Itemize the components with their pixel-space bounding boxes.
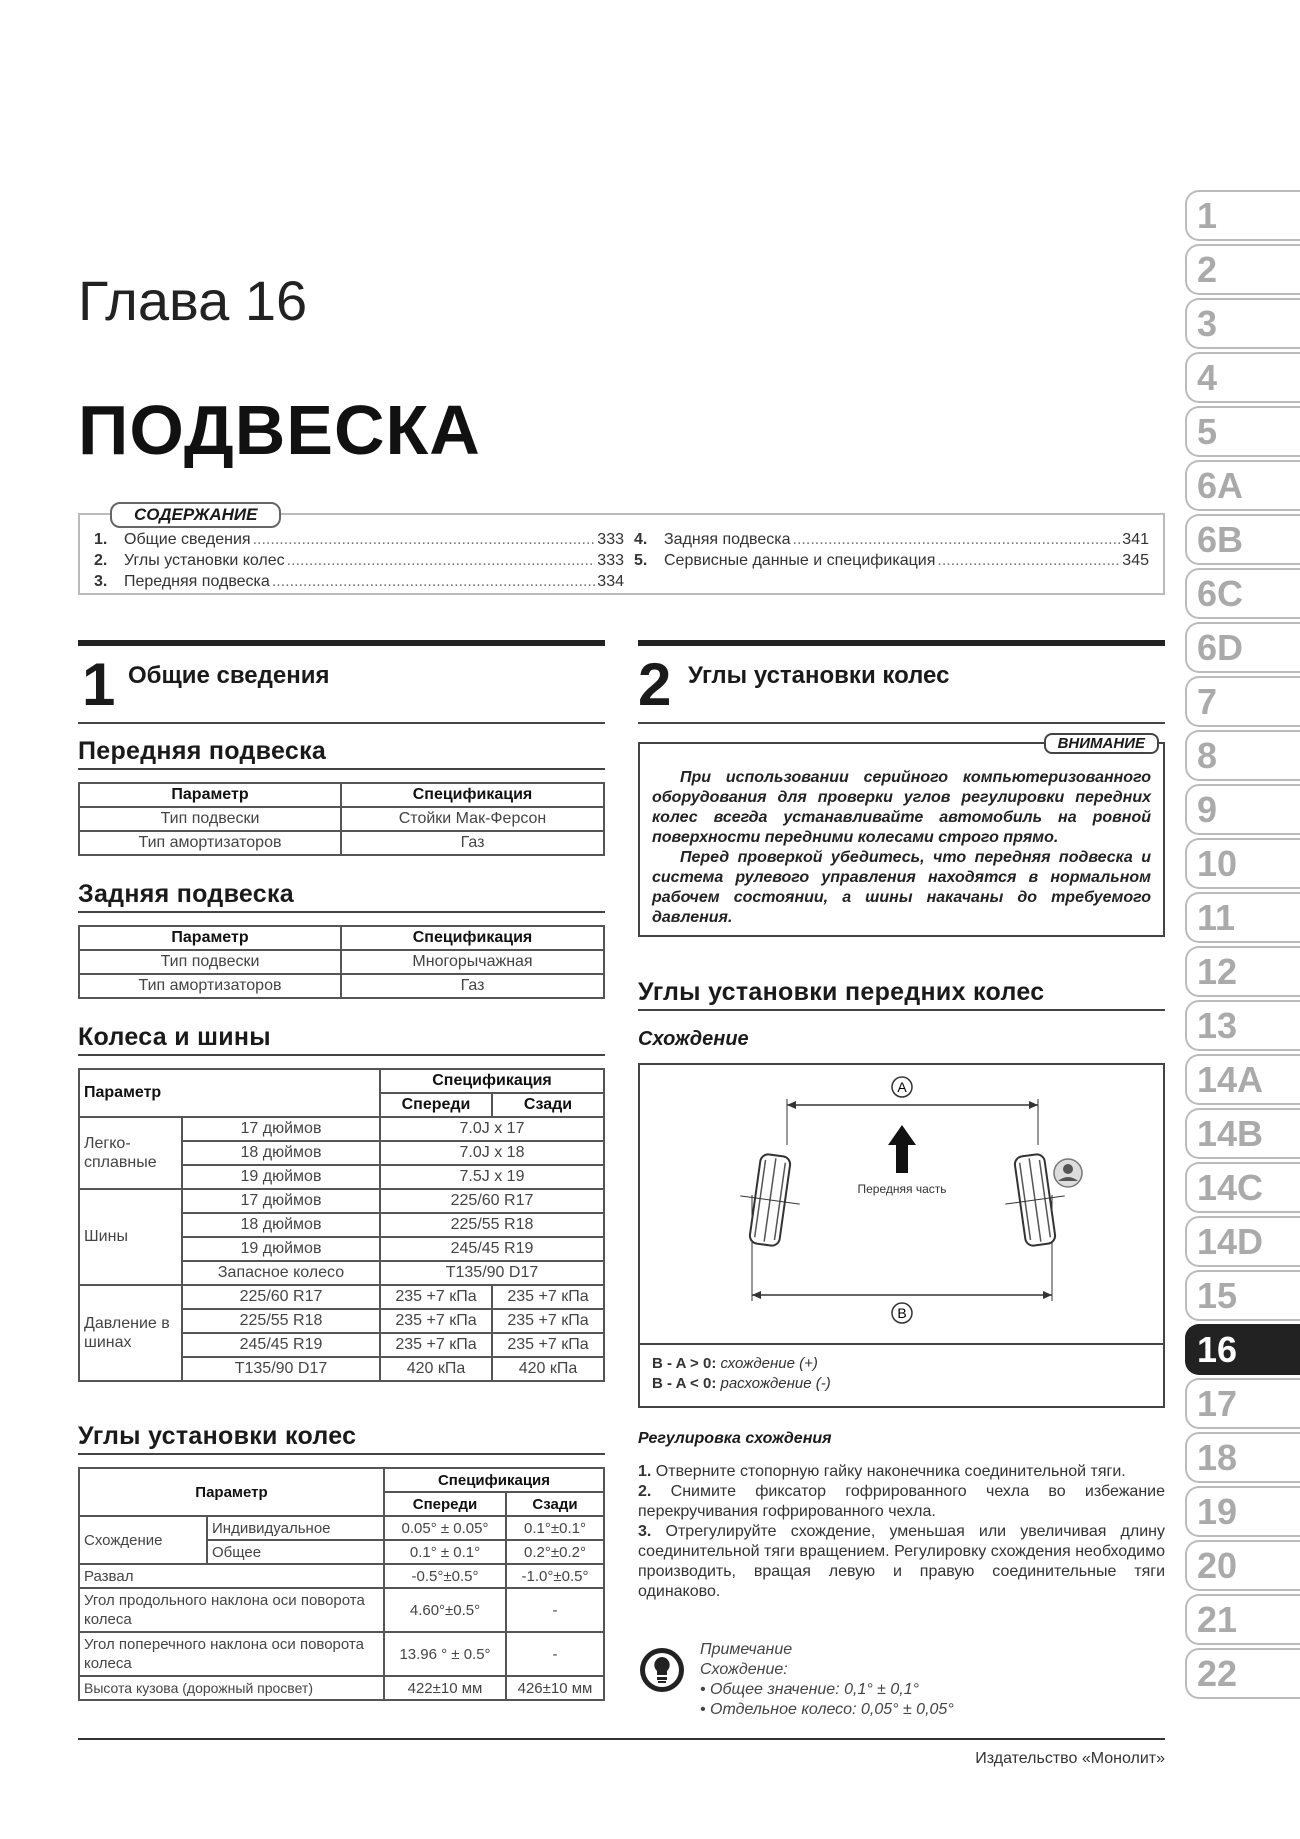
table-cell: 19 дюймов [182,1237,380,1261]
diagram-caption-1 [652,1355,818,1372]
toc-page: 341 [1122,531,1149,548]
table-cell: 4.60°±0.5° [384,1588,506,1632]
wheels-heading: Колеса и шины [78,1023,271,1051]
toc-item[interactable] [634,529,1149,550]
chapter-tab[interactable]: 20 [1185,1540,1300,1591]
step-num: 3. [638,1523,652,1540]
table-header-cell: Спецификация [341,926,604,950]
table-cell: 0.2°±0.2° [506,1540,604,1564]
toc-text: Общие сведения [124,531,251,548]
table-cell: 225/55 R18 [182,1309,380,1333]
table-row [79,1516,604,1540]
table-row [79,1117,604,1141]
chapter-label: Глава 16 [78,269,308,332]
table-cell: 7.0J x 17 [380,1117,604,1141]
table-cell: 7.0J x 18 [380,1141,604,1165]
table-cell: 19 дюймов [182,1165,380,1189]
footer-publisher: Издательство «Монолит» [975,1750,1165,1767]
table-row [79,831,604,855]
left-wheel [734,1151,806,1248]
section-2-header [638,640,1165,724]
toc-dots [793,529,1121,550]
table-cell: 245/45 R19 [380,1237,604,1261]
toc-text: Задняя подвеска [664,531,791,548]
note-item: • Общее значение: 0,1° ± 0,1° [700,1681,920,1698]
table-cell: 235 +7 кПа [380,1285,492,1309]
table-cell: 420 кПа [492,1357,604,1381]
table-cell: 7.5J x 19 [380,1165,604,1189]
table-cell: Развал [79,1564,384,1588]
table-cell: T135/90 D17 [380,1261,604,1285]
chapter-tab[interactable]: 22 [1185,1648,1300,1699]
chapter-tab[interactable]: 14C [1185,1162,1300,1213]
front-suspension-heading: Передняя подвеска [78,737,327,765]
table-cell: Газ [341,974,604,998]
table-row [79,950,604,974]
section-number: 2 [638,651,672,718]
table-cell: - [506,1632,604,1676]
chapter-tab[interactable]: 6D [1185,622,1300,673]
table-cell: Запасное колесо [182,1261,380,1285]
footer-rule [78,1738,1165,1740]
warning-heading: ВНИМАНИЕ [1044,733,1159,754]
adjust-step [638,1482,1165,1522]
table-cell: -0.5°±0.5° [384,1564,506,1588]
rear-suspension-table [78,925,605,999]
toc-item[interactable] [94,571,624,592]
front-angles-heading: Углы установки передних колес [638,978,1045,1006]
chapter-tab[interactable]: 18 [1185,1432,1300,1483]
table-header-row [79,783,604,807]
adjust-steps [638,1462,1165,1602]
caption-bold: B - A > 0: [652,1355,717,1372]
table-cell: 17 дюймов [182,1117,380,1141]
table-cell: Общее [207,1540,384,1564]
table-header-row [79,1468,604,1492]
chapter-tab[interactable]: 1 [1185,190,1300,241]
table-cell: Давление в шинах [79,1285,182,1381]
table-cell: 235 +7 кПа [492,1333,604,1357]
table-row [79,1632,604,1676]
toc-dots [253,529,596,550]
toc-left-column [94,529,624,592]
toc-num: 1. [94,531,108,548]
toc-page: 345 [1122,552,1149,569]
arrow-up-icon [888,1125,916,1173]
table-cell: Высота кузова (дорожный просвет) [79,1676,384,1700]
rear-suspension-heading: Задняя подвеска [78,880,294,908]
table-header-cell: Спецификация [380,1069,604,1093]
table-cell: 235 +7 кПа [380,1333,492,1357]
adjust-step [638,1522,1165,1602]
chapter-tab[interactable]: 7 [1185,676,1300,727]
chapter-tab[interactable]: 17 [1185,1378,1300,1429]
note-title: Примечание [700,1641,793,1658]
chapter-tab[interactable]: 14B [1185,1108,1300,1159]
table-header-cell: Параметр [79,783,341,807]
table-of-contents [78,505,1165,595]
table-header-row [79,1069,604,1093]
table-header-cell: Спереди [380,1093,492,1117]
adjust-heading: Регулировка схождения [638,1430,832,1447]
chapter-tab-active[interactable]: 16 [1185,1324,1300,1375]
toe-diagram-svg [640,1065,1163,1335]
table-cell: 17 дюймов [182,1189,380,1213]
label-b: B [897,1305,907,1321]
table-header-cell: Параметр [79,1468,384,1516]
note-item: • Отдельное колесо: 0,05° ± 0,05° [700,1701,954,1718]
table-cell: Шины [79,1189,182,1285]
label-a: A [897,1079,907,1095]
toc-num: 2. [94,552,108,569]
chapter-tab[interactable]: 4 [1185,352,1300,403]
toc-num: 4. [634,531,648,548]
table-header-cell: Сзади [506,1492,604,1516]
table-cell: 13.96 ° ± 0.5° [384,1632,506,1676]
warning-paragraph: Перед проверкой убедитесь, что передняя подвеска и система рулевого управления находятся в нормальном рабочем состоянии, а шины накачаны до требуемого давления. [652,849,1151,926]
warning-paragraph: При использовании серийного компьютеризованного оборудования для проверки углов регулировки передних колес всегда устанавливайте автомобиль на ровной поверхности передними колесами строго прямо. [652,769,1151,846]
table-cell: 225/60 R17 [380,1189,604,1213]
table-cell: 0.05° ± 0.05° [384,1516,506,1540]
table-cell: 18 дюймов [182,1213,380,1237]
note-block [638,1640,1165,1720]
table-row [79,1588,604,1632]
table-cell: Угол продольного наклона оси поворота колеса [79,1588,384,1632]
toc-item[interactable] [94,529,624,550]
diagram-caption-2 [652,1375,831,1392]
toc-dots [272,571,595,592]
page-title: ПОДВЕСКА [78,391,481,469]
table-cell: 225/55 R18 [380,1213,604,1237]
table-row [79,807,604,831]
section-1-header [78,640,605,724]
table-cell: Тип подвески [79,950,341,974]
chapter-tab[interactable]: 3 [1185,298,1300,349]
toc-num: 5. [634,552,648,569]
table-cell: Стойки Мак-Ферсон [341,807,604,831]
table-cell: Газ [341,831,604,855]
table-header-row [79,926,604,950]
table-cell: 0.1° ± 0.1° [384,1540,506,1564]
alignment-heading: Углы установки колес [78,1422,357,1450]
table-header-cell: Параметр [79,1069,380,1117]
table-header-cell: Спереди [384,1492,506,1516]
toc-item[interactable] [94,550,624,571]
chapter-tab[interactable]: 9 [1185,784,1300,835]
table-cell: Тип амортизаторов [79,831,341,855]
chapter-tab[interactable]: 6A [1185,460,1300,511]
table-cell: 0.1°±0.1° [506,1516,604,1540]
mechanic-icon [1054,1159,1082,1187]
adjust-step [638,1462,1165,1482]
table-cell: 235 +7 кПа [380,1309,492,1333]
step-text: Отрегулируйте схождение, уменьшая или увеличивая длину соединительной тяги вращением. Регулировку схождения необходимо производить, вращая левую и правую соединительные тяги одинаково. [638,1523,1165,1600]
table-cell: Тип подвески [79,807,341,831]
table-header-cell: Параметр [79,926,341,950]
table-cell: Легко-сплавные [79,1117,182,1189]
table-cell: 420 кПа [380,1357,492,1381]
toc-heading: СОДЕРЖАНИЕ [110,502,281,528]
chapter-tab[interactable]: 21 [1185,1594,1300,1645]
table-header-cell: Сзади [492,1093,604,1117]
table-row [79,1189,604,1213]
toc-page: 334 [597,573,624,590]
alignment-table [78,1467,605,1701]
note-item-text: Отдельное колесо: 0,05° ± 0,05° [710,1701,954,1718]
toc-item[interactable] [634,550,1149,571]
toe-heading: Схождение [638,1028,749,1050]
front-label: Передняя часть [857,1182,947,1196]
table-cell: 235 +7 кПа [492,1309,604,1333]
section-number: 1 [82,651,116,718]
chapter-tab[interactable]: 14D [1185,1216,1300,1267]
toe-diagram [638,1063,1165,1408]
step-num: 2. [638,1483,652,1500]
table-cell: 245/45 R19 [182,1333,380,1357]
toc-right-column [634,529,1149,571]
wheels-table [78,1068,605,1382]
chapter-tab[interactable]: 6B [1185,514,1300,565]
chapter-tab[interactable]: 13 [1185,1000,1300,1051]
table-cell: 235 +7 кПа [492,1285,604,1309]
step-num: 1. [638,1463,652,1480]
chapter-tab[interactable]: 19 [1185,1486,1300,1537]
table-cell: 18 дюймов [182,1141,380,1165]
chapter-tab[interactable]: 6C [1185,568,1300,619]
toc-num: 3. [94,573,108,590]
toc-text: Передняя подвеска [124,573,270,590]
table-cell: -1.0°±0.5° [506,1564,604,1588]
toc-dots [287,550,596,571]
chapter-tab[interactable]: 2 [1185,244,1300,295]
toc-dots [937,550,1120,571]
chapter-tab[interactable]: 15 [1185,1270,1300,1321]
table-header-cell: Спецификация [384,1468,604,1492]
table-header-cell: Спецификация [341,783,604,807]
toc-page: 333 [597,531,624,548]
caption-text: расхождение (-) [720,1375,831,1392]
step-text: Снимите фиксатор гофрированного чехла во избежание перекручивания гофрированного чехла. [638,1483,1165,1520]
table-cell: T135/90 D17 [182,1357,380,1381]
table-cell: 225/60 R17 [182,1285,380,1309]
chapter-tab[interactable]: 8 [1185,730,1300,781]
chapter-tab[interactable]: 11 [1185,892,1300,943]
section-title: Общие сведения [128,662,330,689]
table-cell: Схождение [79,1516,207,1564]
table-cell: 426±10 мм [506,1676,604,1700]
table-cell: Индивидуальное [207,1516,384,1540]
caption-text: схождение (+) [720,1355,818,1372]
table-row [79,1564,604,1588]
table-cell: 422±10 мм [384,1676,506,1700]
table-cell: Тип амортизаторов [79,974,341,998]
table-cell: Многорычажная [341,950,604,974]
caption-bold: B - A < 0: [652,1375,717,1392]
chapter-tab[interactable]: 12 [1185,946,1300,997]
note-item-text: Общее значение: 0,1° ± 0,1° [710,1681,920,1698]
toc-text: Сервисные данные и спецификация [664,552,936,569]
chapter-tab[interactable]: 14A [1185,1054,1300,1105]
table-row [79,974,604,998]
table-cell: Угол поперечного наклона оси поворота колеса [79,1632,384,1676]
table-row [79,1676,604,1700]
toc-text: Углы установки колес [124,552,285,569]
lightbulb-icon [638,1646,686,1694]
chapter-tab[interactable]: 5 [1185,406,1300,457]
front-suspension-table [78,782,605,856]
warning-box [638,735,1165,937]
chapter-tab[interactable]: 10 [1185,838,1300,889]
table-row [79,1285,604,1309]
table-cell: - [506,1588,604,1632]
section-title: Углы установки колес [688,662,950,689]
note-subtitle: Схождение: [700,1661,788,1678]
toc-page: 333 [597,552,624,569]
step-text: Отверните стопорную гайку наконечника соединительной тяги. [655,1463,1126,1480]
